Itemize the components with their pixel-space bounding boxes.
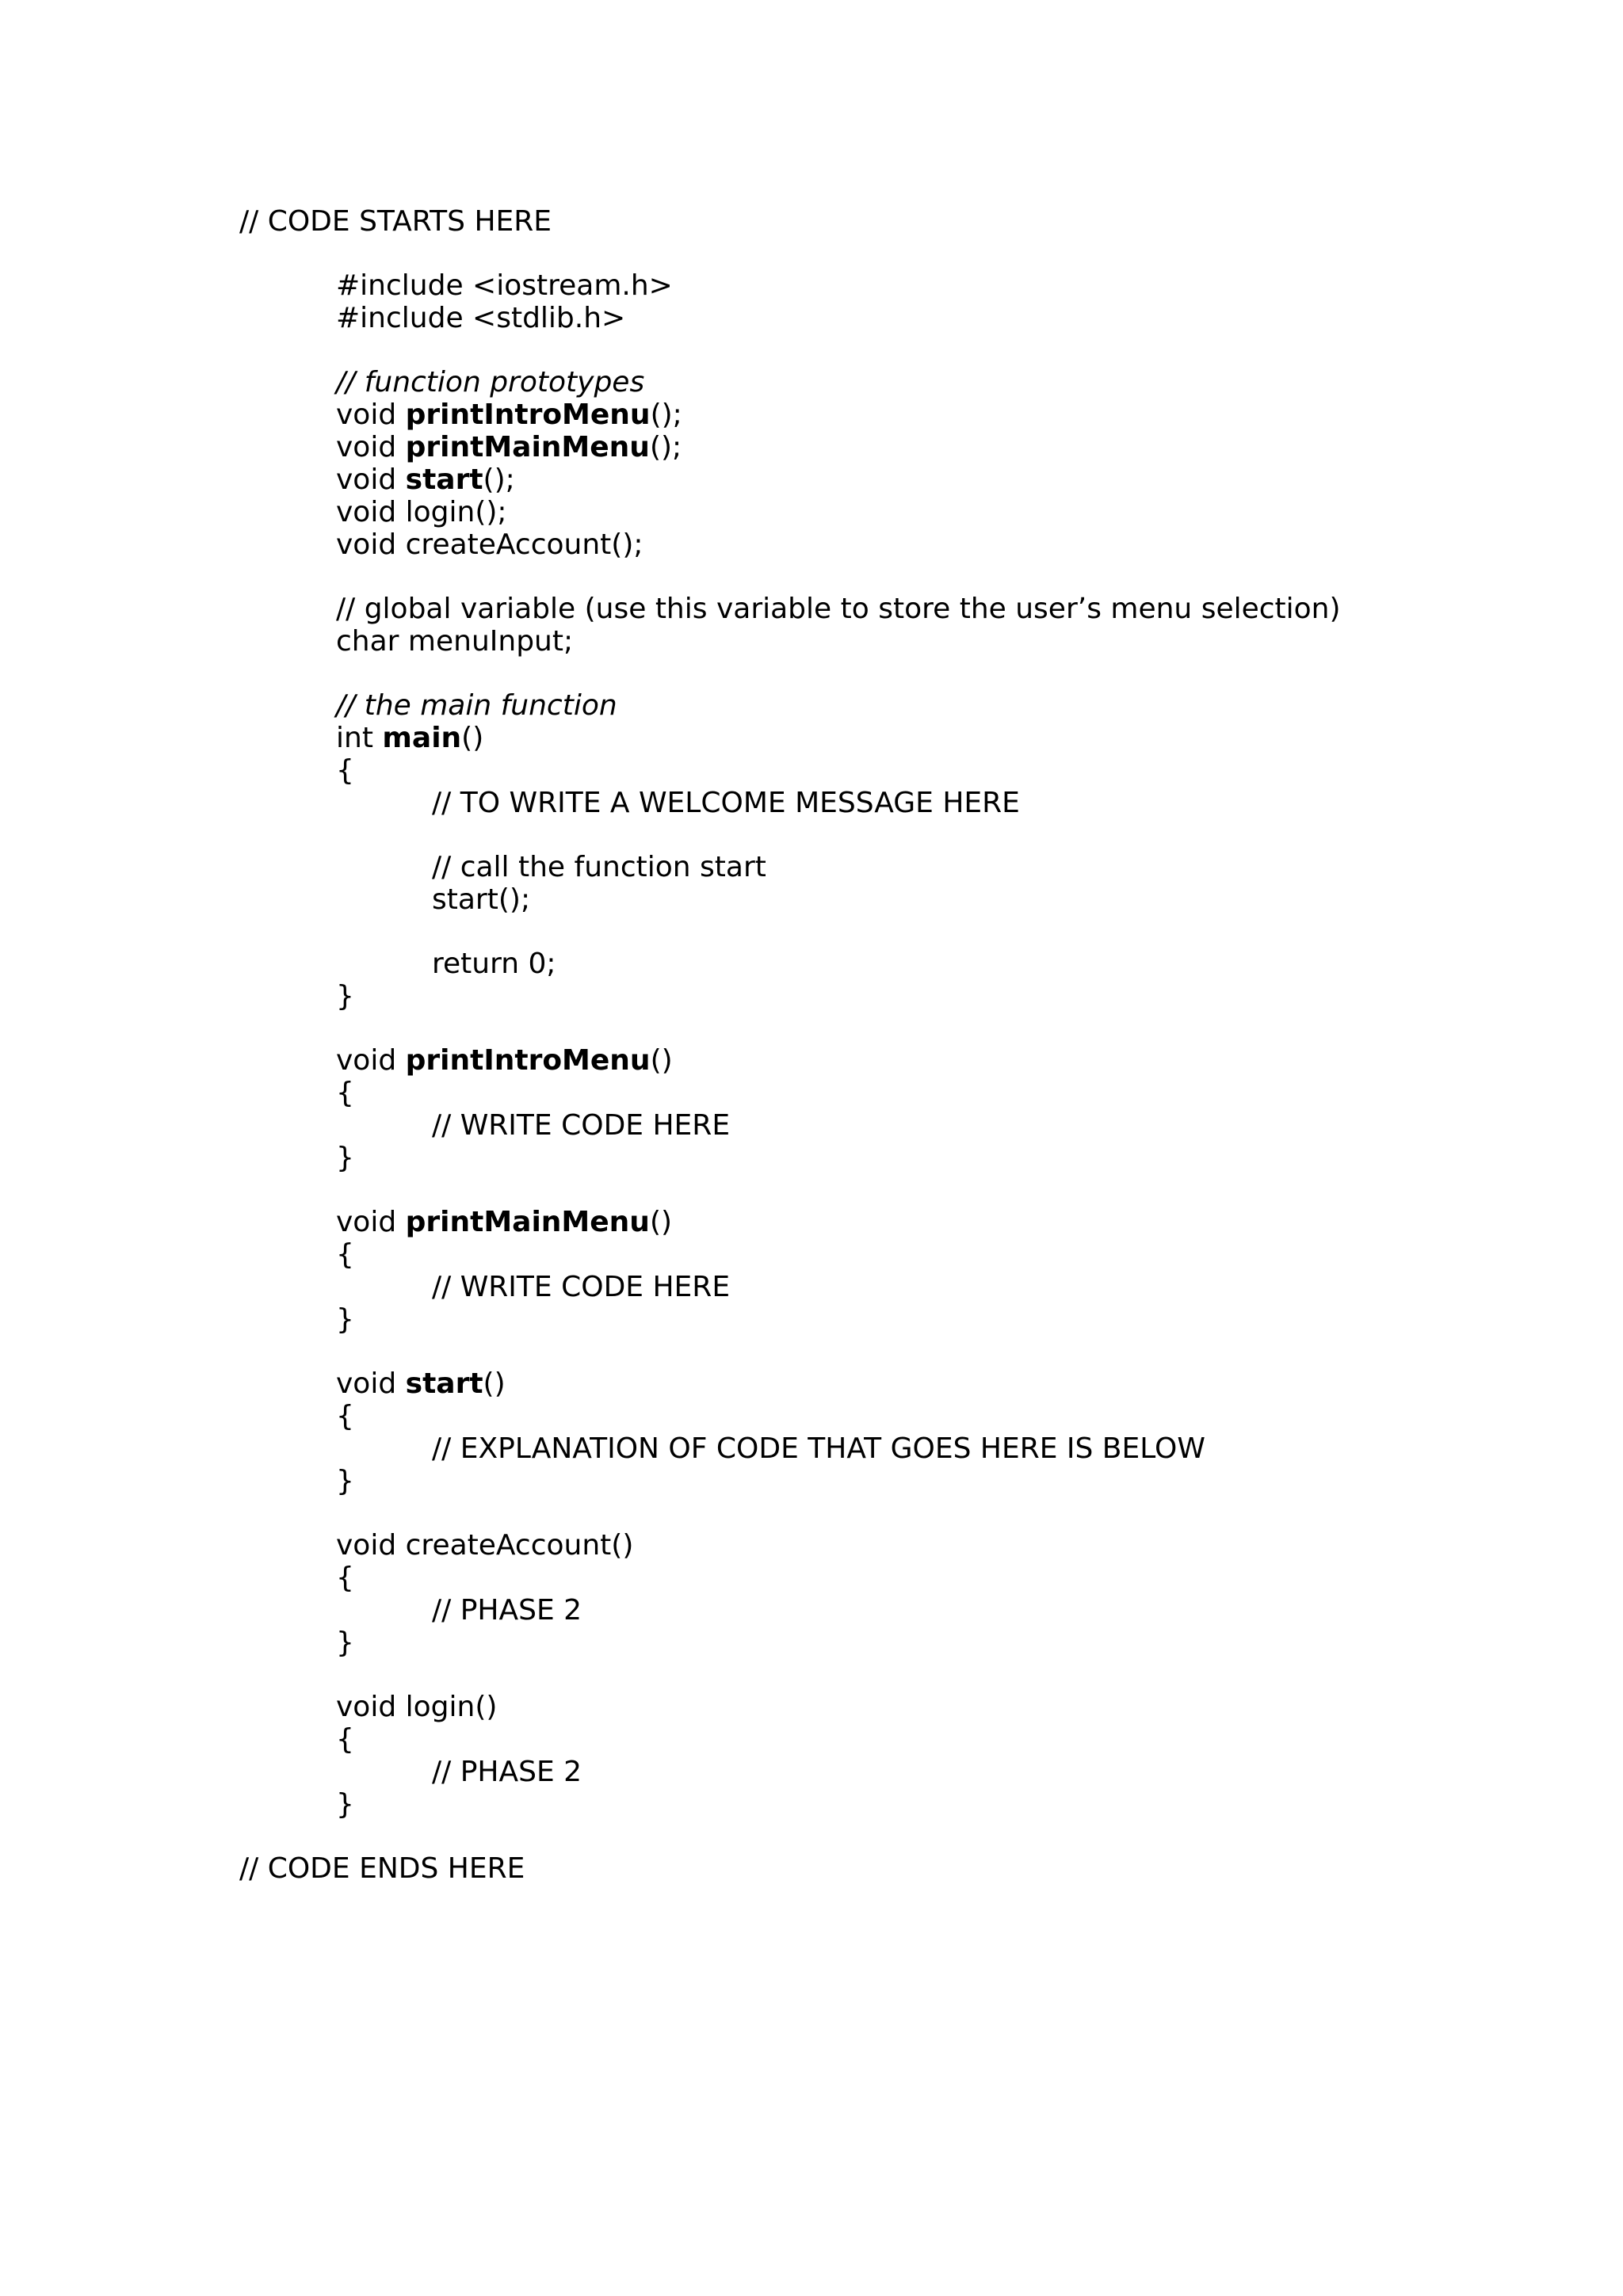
open-brace: { <box>336 1238 354 1271</box>
function-signature <box>336 1367 506 1402</box>
prototype-line <box>336 463 515 498</box>
open-brace: { <box>336 1077 354 1109</box>
start-call: start(); <box>432 883 531 916</box>
function-body-comment: // PHASE 2 <box>432 1594 582 1627</box>
function-name: printIntroMenu <box>405 399 651 431</box>
function-name: login <box>405 496 475 528</box>
suffix: () <box>611 1529 634 1562</box>
function-name: createAccount <box>405 1529 612 1562</box>
prototype-line <box>336 495 507 530</box>
suffix: () <box>649 1206 673 1238</box>
type-keyword: void <box>336 1206 406 1238</box>
main-function-signature <box>336 721 483 756</box>
suffix: () <box>650 1044 673 1077</box>
function-body-comment: // WRITE CODE HERE <box>432 1109 731 1142</box>
welcome-comment: // TO WRITE A WELCOME MESSAGE HERE <box>432 787 1020 819</box>
suffix: (); <box>650 399 682 431</box>
suffix: () <box>475 1691 498 1723</box>
code-start-comment: // CODE STARTS HERE <box>239 205 552 238</box>
suffix: (); <box>475 496 507 528</box>
suffix: () <box>461 722 484 754</box>
type-keyword: void <box>336 1367 406 1400</box>
function-body-comment: // WRITE CODE HERE <box>432 1271 731 1303</box>
function-name: printMainMenu <box>405 431 650 463</box>
close-brace: } <box>336 1627 354 1659</box>
type-keyword: void <box>336 1691 406 1723</box>
open-brace: { <box>336 754 354 787</box>
function-body-comment: // PHASE 2 <box>432 1756 582 1788</box>
global-variable-declaration: char menuInput; <box>336 625 574 658</box>
return-statement: return 0; <box>432 948 556 980</box>
open-brace: { <box>336 1562 354 1594</box>
close-brace: } <box>336 1142 354 1174</box>
suffix: () <box>483 1367 506 1400</box>
suffix: (); <box>611 528 643 561</box>
function-signature <box>336 1205 672 1240</box>
open-brace: { <box>336 1723 354 1756</box>
function-body-comment: // EXPLANATION OF CODE THAT GOES HERE IS BELOW <box>432 1432 1205 1465</box>
type-keyword: void <box>336 496 406 528</box>
type-keyword: void <box>336 528 406 561</box>
function-signature <box>336 1690 497 1725</box>
function-signature <box>336 1043 673 1078</box>
code-end-comment: // CODE ENDS HERE <box>239 1852 525 1885</box>
type-keyword: void <box>336 1044 406 1077</box>
open-brace: { <box>336 1400 354 1432</box>
include-line: #include <iostream.h> <box>336 269 673 302</box>
function-name: main <box>382 722 462 754</box>
prototypes-comment: // function prototypes <box>336 366 645 399</box>
close-brace: } <box>336 980 354 1013</box>
function-name: createAccount <box>405 528 612 561</box>
function-name: start <box>405 463 483 496</box>
close-brace: } <box>336 1303 354 1336</box>
type-keyword: void <box>336 1529 406 1562</box>
type-keyword: int <box>336 722 383 754</box>
close-brace: } <box>336 1788 354 1821</box>
close-brace: } <box>336 1465 354 1497</box>
type-keyword: void <box>336 431 406 463</box>
include-line: #include <stdlib.h> <box>336 302 626 334</box>
prototype-line <box>336 430 682 465</box>
type-keyword: void <box>336 399 406 431</box>
call-comment: // call the function start <box>432 851 766 883</box>
function-name: printIntroMenu <box>405 1044 651 1077</box>
main-function-comment: // the main function <box>336 689 617 722</box>
suffix: (); <box>649 431 682 463</box>
function-name: login <box>405 1691 475 1723</box>
global-variable-comment: // global variable (use this variable to store the user’s menu selection) <box>336 593 1341 625</box>
function-name: printMainMenu <box>405 1206 650 1238</box>
type-keyword: void <box>336 463 406 496</box>
prototype-line <box>336 398 682 433</box>
prototype-line <box>336 528 643 563</box>
function-signature <box>336 1528 633 1563</box>
function-name: start <box>405 1367 483 1400</box>
suffix: (); <box>483 463 515 496</box>
